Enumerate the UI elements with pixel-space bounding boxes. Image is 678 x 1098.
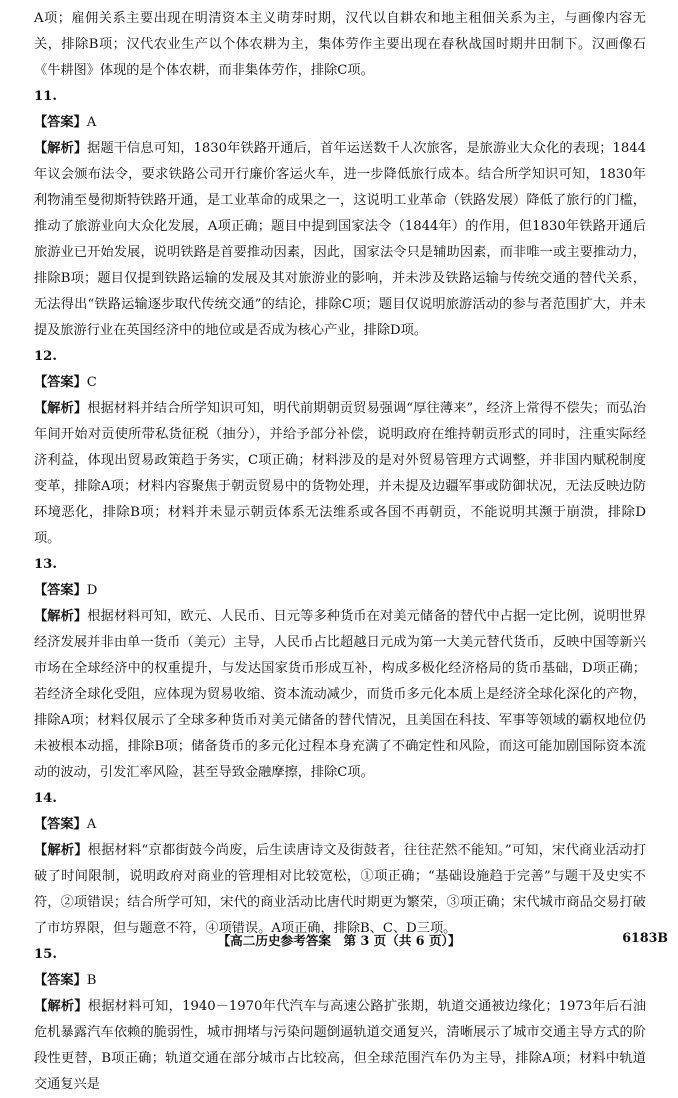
q15-analysis-label: 【解析】	[34, 999, 88, 1014]
q12-answer-label: 【答案】	[34, 375, 87, 390]
q14-analysis-text: 根据材料“京都街鼓今尚废，后生读唐诗文及街鼓者，往往茫然不能知。”可知，宋代商业活动打破了时间限制，说明政府对商业的管理相对比较宽松，①项正确；“基础设施趋于完善”与题干及史实不符，②项错误；结合所学可知，宋代的商业活动比唐代时期更为繁荣，③项正确；宋代城市商品交易打破了市坊界限，但与题意不符，④项错误。A项正确，排除B、C、D三项。	[34, 843, 646, 936]
footer-page-info: 【高二历史参考答案 第 3 页（共 6 页）】	[217, 933, 461, 948]
q11-analysis	[34, 136, 646, 344]
q12-analysis	[34, 396, 646, 552]
q12-answer-value: C	[86, 375, 97, 390]
question-number-11: 11.	[34, 89, 57, 104]
q13-analysis-label: 【解析】	[34, 609, 88, 624]
q11-answer-label: 【答案】	[34, 115, 87, 130]
q14-answer-value: A	[86, 817, 97, 832]
q12-analysis-label: 【解析】	[34, 401, 88, 416]
q11-analysis-text: 据题干信息可知，1830年铁路开通后，首年运送数千人次旅客，是旅游业大众化的表现；1844年议会颁布法令，要求铁路公司开行廉价客运火车，进一步降低旅行成本。结合所学知识可知，1830年利物浦至曼彻斯特铁路开通，是工业革命的成果之一，这说明工业革命（铁路发展）降低了旅行的门槛，推动了旅游业向大众化发展，A项正确；题目中提到国家法令（1844年）的作用，但1830年铁路开通后旅游业已开始发展，说明铁路是首要推动因素，因此，国家法令只是辅助因素，而非唯一或主要推动力，排除B项；题目仅提到铁路运输的发展及其对旅游业的影响，并未涉及铁路运输与传统交通的替代关系，无法得出“铁路运输逐步取代传统交通”的结论，排除C项；题目仅说明旅游活动的参与者范围扩大，并未提及旅游行业在英国经济中的地位或是否成为核心产业，排除D项。	[34, 141, 647, 338]
footer-doc-code: 6183B	[622, 930, 668, 945]
question-number-15: 15.	[34, 947, 57, 962]
q15-answer-value: B	[86, 973, 97, 988]
q11-answer-value: A	[86, 115, 97, 130]
q14-answer-label: 【答案】	[34, 817, 87, 832]
q15-answer-line	[34, 968, 646, 994]
q12-answer-line	[34, 370, 646, 396]
q11-answer-line	[34, 110, 646, 136]
q14-answer-line	[34, 812, 646, 838]
q15-analysis-text: 根据材料可知，1940－1970年代汽车与高速公路扩张期，轨道交通被边缘化；1973年后石油危机暴露汽车依赖的脆弱性，城市拥堵与污染问题倒逼轨道交通复兴，清晰展示了城市交通主导方式的阶段性更替，B项正确；轨道交通在部分城市占比较高，但全球范围汽车仍为主导，排除A项；材料中轨道交通复兴是	[34, 999, 647, 1092]
q13-analysis-text: 根据材料可知，欧元、人民币、日元等多种货币在对美元储备的替代中占据一定比例，说明世界经济发展并非由单一货币（美元）主导，人民币占比超越日元成为第一大美元替代货币，反映中国等新兴市场在全球经济中的权重提升，与发达国家货币形成互补，构成多极化经济格局的货币基础，D项正确；若经济全球化受阻，应体现为贸易收缩、资本流动减少，而货币多元化本质上是经济全球化深化的产物，排除A项；材料仅展示了全球多种货币对美元储备的替代情况，且美国在科技、军事等领域的霸权地位仍未被根本动摇，排除B项；储备货币的多元化过程本身充满了不确定性和风险，而这可能加剧国际资本流动的波动，引发汇率风险，甚至导致金融摩擦，排除C项。	[34, 609, 647, 780]
question-number-13: 13.	[34, 557, 57, 572]
q13-analysis	[34, 604, 646, 786]
q10-analysis-continuation: A项；雇佣关系主要出现在明清资本主义萌芽时期，汉代以自耕农和地主租佃关系为主，与画像内容无关，排除B项；汉代农业生产以个体农耕为主，集体劳作主要出现在春秋战国时期井田制下。汉画像石《牛耕图》体现的是个体农耕，而非集体劳作，排除C项。	[34, 11, 646, 78]
q11-analysis-label: 【解析】	[34, 141, 88, 156]
question-number-14: 14.	[34, 791, 57, 806]
page-footer	[0, 926, 678, 950]
q15-analysis	[34, 994, 646, 1098]
q13-answer-label: 【答案】	[34, 583, 87, 598]
q12-analysis-text: 根据材料并结合所学知识可知，明代前期朝贡贸易强调“厚往薄来”，经济上常得不偿失；而弘治年间开始对贡使所带私货征税（抽分），并给予部分补偿，说明政府在维持朝贡形式的同时，注重实际经济利益，体现出贸易政策趋于务实，C项正确；材料涉及的是对外贸易管理方式调整，并非国内赋税制度变革，排除A项；材料内容聚焦于朝贡贸易中的货物处理，并未提及边疆军事或防御状况，无法反映边防环境恶化，排除B项；材料并未显示朝贡体系无法维系或各国不再朝贡，不能说明其濒于崩溃，排除D项。	[34, 401, 647, 546]
q14-analysis-label: 【解析】	[34, 843, 88, 858]
q13-answer-value: D	[86, 583, 98, 598]
q13-answer-line	[34, 578, 646, 604]
q15-answer-label: 【答案】	[34, 973, 87, 988]
question-number-12: 12.	[34, 349, 57, 364]
